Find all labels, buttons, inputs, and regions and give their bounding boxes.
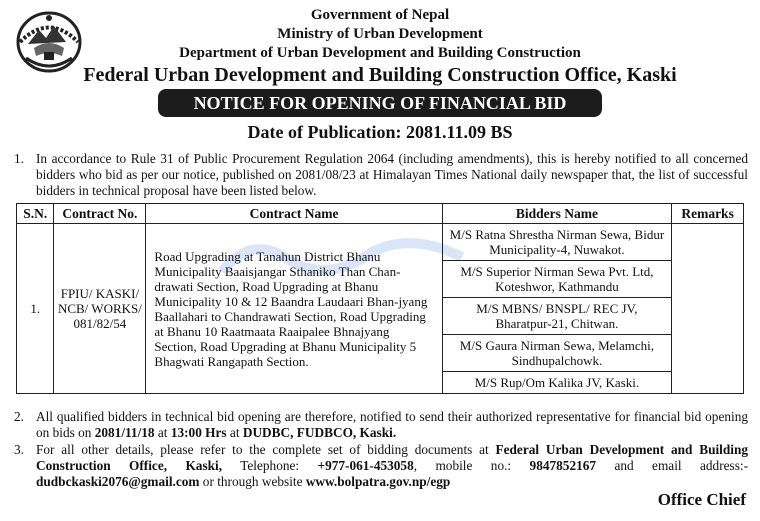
text-segment: at [226, 425, 243, 440]
col-sn: S.N. [17, 204, 54, 224]
paragraph-text: In accordance to Rule 31 of Public Procurement Regulation 2064 (including amendments), this is hereby notified to all concerned bidders who bid as per our notice, published on 2081/08/23 at Himalayan Times National daily newspaper that, the list of successful bidders in technical proposal have been listed below. [36, 151, 748, 198]
cell-contract-no: FPIU/ KASKI/ NCB/ WORKS/ 081/82/54 [54, 224, 146, 394]
paragraph-number: 3. [14, 442, 24, 457]
header-office: Federal Urban Development and Building Construction Office, Kaski [83, 64, 677, 86]
text-segment: Telephone: [222, 458, 318, 473]
signature-office-chief: Office Chief [657, 490, 746, 509]
col-bidders-name: Bidders Name [442, 204, 672, 224]
header-ministry: Ministry of Urban Development [277, 26, 483, 42]
email-link[interactable]: dudbckaski2076@gmail.com [36, 474, 200, 489]
cell-bidder: M/S Superior Nirman Sewa Pvt. Ltd, Koteshwor, Kathmandu [442, 261, 672, 298]
text-segment: For all other details, please refer to the complete set of bidding documents at [36, 442, 496, 457]
cell-bidder: M/S Gaura Nirman Sewa, Melamchi, Sindhupalchowk. [442, 335, 672, 372]
cell-bidder: M/S Ratna Shrestha Nirman Sewa, Bidur Municipality-4, Nuwakot. [442, 224, 672, 261]
text-segment: or through website [199, 474, 306, 489]
cell-sn: 1. [17, 224, 54, 394]
header-department: Department of Urban Development and Building Construction [179, 45, 581, 61]
text-segment: and email address:- [596, 458, 748, 473]
table-row [17, 224, 744, 261]
opening-place: DUDBC, FUDBCO, Kaski. [242, 425, 397, 440]
paragraph-text [36, 442, 748, 490]
bid-table [16, 203, 744, 394]
text-segment: at [154, 425, 171, 440]
col-remarks: Remarks [672, 204, 744, 224]
col-contract-name: Contract Name [146, 204, 442, 224]
opening-date: 2081/11/18 [94, 425, 155, 440]
cell-bidder: M/S Rup/Om Kalika JV, Kaski. [442, 372, 672, 394]
paragraph-1 [14, 151, 748, 199]
paragraph-text [36, 409, 748, 441]
publication-date: Date of Publication: 2081.11.09 BS [247, 122, 513, 142]
cell-remarks [672, 224, 744, 394]
paragraph-3 [14, 442, 748, 490]
notice-banner: NOTICE FOR OPENING OF FINANCIAL BID [158, 89, 602, 117]
cell-contract-name: Road Upgrading at Tanahun District Bhanu Municipality Baaisjangar Sthaniko Than Chan-drawati Section, Road Upgrading at Bhanu Municipality 10 & 12 Baandra Laudaari Bhan-jyang Baallahari to Chandrawati Section, Road Upgrading at Bhanu 10 Raatmaata Raaipalee Bhnajyang Section, Road Upgrading at Bhanu Municipality 5 Bhagwati Rangapath Section. [146, 224, 442, 394]
text-segment: All qualified bidders in technical bid opening are therefore, notified to send their authorized representative for financial bid opening on bids on [36, 409, 748, 440]
office-name: Federal Urban Development and Building Construction Office, Kaski, [36, 442, 748, 473]
header-government: Government of Nepal [310, 7, 450, 23]
paragraph-number: 2. [14, 409, 24, 424]
opening-time: 13:00 Hrs [170, 425, 227, 440]
col-contract-no: Contract No. [54, 204, 146, 224]
mobile-number: 9847852167 [529, 458, 597, 473]
website-link[interactable]: www.bolpatra.gov.np/egp [305, 474, 451, 489]
paragraph-2 [14, 409, 748, 441]
telephone: +977-061-453058 [317, 458, 414, 473]
cell-bidder: M/S MBNS/ BNSPL/ REC JV, Bharatpur-21, Chitwan. [442, 298, 672, 335]
table-header-row [17, 204, 744, 224]
paragraph-number: 1. [14, 151, 24, 166]
text-segment: , mobile no.: [413, 458, 530, 473]
